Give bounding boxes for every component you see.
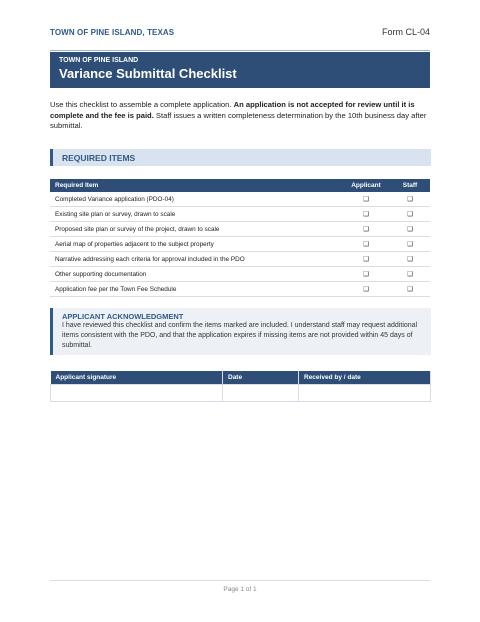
staff-checkbox[interactable]: ❑: [407, 211, 413, 218]
staff-checkbox-cell: [390, 222, 430, 237]
top-header: [50, 26, 430, 51]
required-item-label: Completed Variance application (PDO-04): [50, 192, 342, 207]
applicant-checkbox-cell: [342, 237, 390, 252]
required-item-label: Other supporting documentation: [50, 267, 342, 282]
intro-text-bold: An application is not accepted for review until it is complete and the fee is paid.: [50, 100, 415, 120]
staff-checkbox[interactable]: ❑: [407, 196, 413, 203]
form-number: Form CL-04: [381, 27, 430, 37]
staff-checkbox-cell: [390, 207, 430, 222]
received-by-field[interactable]: [299, 385, 431, 402]
required-item-label: Existing site plan or survey, drawn to scale: [50, 207, 342, 222]
column-header-signature: Applicant signature: [51, 371, 223, 385]
column-header-item: Required Item: [50, 179, 342, 192]
signature-row: [51, 385, 431, 402]
section-title: REQUIRED ITEMS: [62, 153, 136, 163]
applicant-checkbox-cell: [342, 192, 390, 207]
required-items-table: [50, 179, 430, 297]
applicant-checkbox[interactable]: ❑: [363, 226, 369, 233]
intro-text-end: Staff issues a written completeness determination by the 10th business day after submittal.: [50, 110, 427, 131]
applicant-checkbox-cell: [342, 252, 390, 267]
staff-checkbox-cell: [390, 282, 430, 297]
signature-table: [50, 371, 431, 402]
acknowledgment-title: APPLICANT ACKNOWLEDGMENT: [62, 312, 184, 321]
intro-text-start: Use this checklist to assemble a complete application.: [50, 100, 234, 109]
acknowledgment-box: [50, 308, 431, 355]
table-row: [50, 267, 430, 282]
staff-checkbox-cell: [390, 237, 430, 252]
table-row: [50, 252, 430, 267]
applicant-checkbox[interactable]: ❑: [363, 286, 369, 293]
column-header-date: Date: [223, 371, 299, 385]
required-item-label: Application fee per the Town Fee Schedule: [50, 282, 342, 297]
staff-checkbox[interactable]: ❑: [407, 286, 413, 293]
staff-checkbox[interactable]: ❑: [407, 256, 413, 263]
table-header-row: [50, 179, 430, 192]
table-row: [50, 207, 430, 222]
applicant-checkbox[interactable]: ❑: [363, 256, 369, 263]
applicant-checkbox-cell: [342, 267, 390, 282]
required-item-label: Proposed site plan or survey of the project, drawn to scale: [50, 222, 342, 237]
applicant-checkbox[interactable]: ❑: [363, 271, 369, 278]
required-items-body: [50, 192, 430, 297]
required-items-heading: [50, 149, 431, 166]
staff-checkbox-cell: [390, 252, 430, 267]
page-footer: [50, 580, 430, 593]
applicant-checkbox-cell: [342, 222, 390, 237]
table-row: [50, 282, 430, 297]
page-number: Page 1 of 1: [223, 586, 257, 593]
staff-checkbox[interactable]: ❑: [407, 271, 413, 278]
intro-paragraph: [50, 100, 430, 132]
banner-subtitle: TOWN OF PINE ISLAND: [59, 57, 139, 64]
applicant-checkbox-cell: [342, 207, 390, 222]
page-title: Variance Submittal Checklist: [59, 66, 237, 81]
required-item-label: Aerial map of properties adjacent to the subject property: [50, 237, 342, 252]
signature-header-row: [51, 371, 431, 385]
staff-checkbox-cell: [390, 267, 430, 282]
applicant-checkbox[interactable]: ❑: [363, 241, 369, 248]
applicant-checkbox[interactable]: ❑: [363, 196, 369, 203]
column-header-applicant: Applicant: [342, 179, 390, 192]
signature-field[interactable]: [51, 385, 223, 402]
applicant-checkbox-cell: [342, 282, 390, 297]
title-banner: [50, 52, 430, 88]
column-header-received: Received by / date: [299, 371, 431, 385]
acknowledgment-text: I have reviewed this checklist and confirm the items marked are included. I understand staff may request additional items consistent with the PDO, and that the application expires if missing items are not provided within 45 days of submittal.: [62, 322, 418, 350]
table-row: [50, 222, 430, 237]
date-field[interactable]: [223, 385, 299, 402]
required-item-label: Narrative addressing each criteria for approval included in the PDO: [50, 252, 342, 267]
staff-checkbox-cell: [390, 192, 430, 207]
table-row: [50, 192, 430, 207]
table-row: [50, 237, 430, 252]
applicant-checkbox[interactable]: ❑: [363, 211, 369, 218]
organization-name: TOWN OF PINE ISLAND, TEXAS: [50, 28, 175, 37]
staff-checkbox[interactable]: ❑: [407, 226, 413, 233]
staff-checkbox[interactable]: ❑: [407, 241, 413, 248]
column-header-staff: Staff: [390, 179, 430, 192]
